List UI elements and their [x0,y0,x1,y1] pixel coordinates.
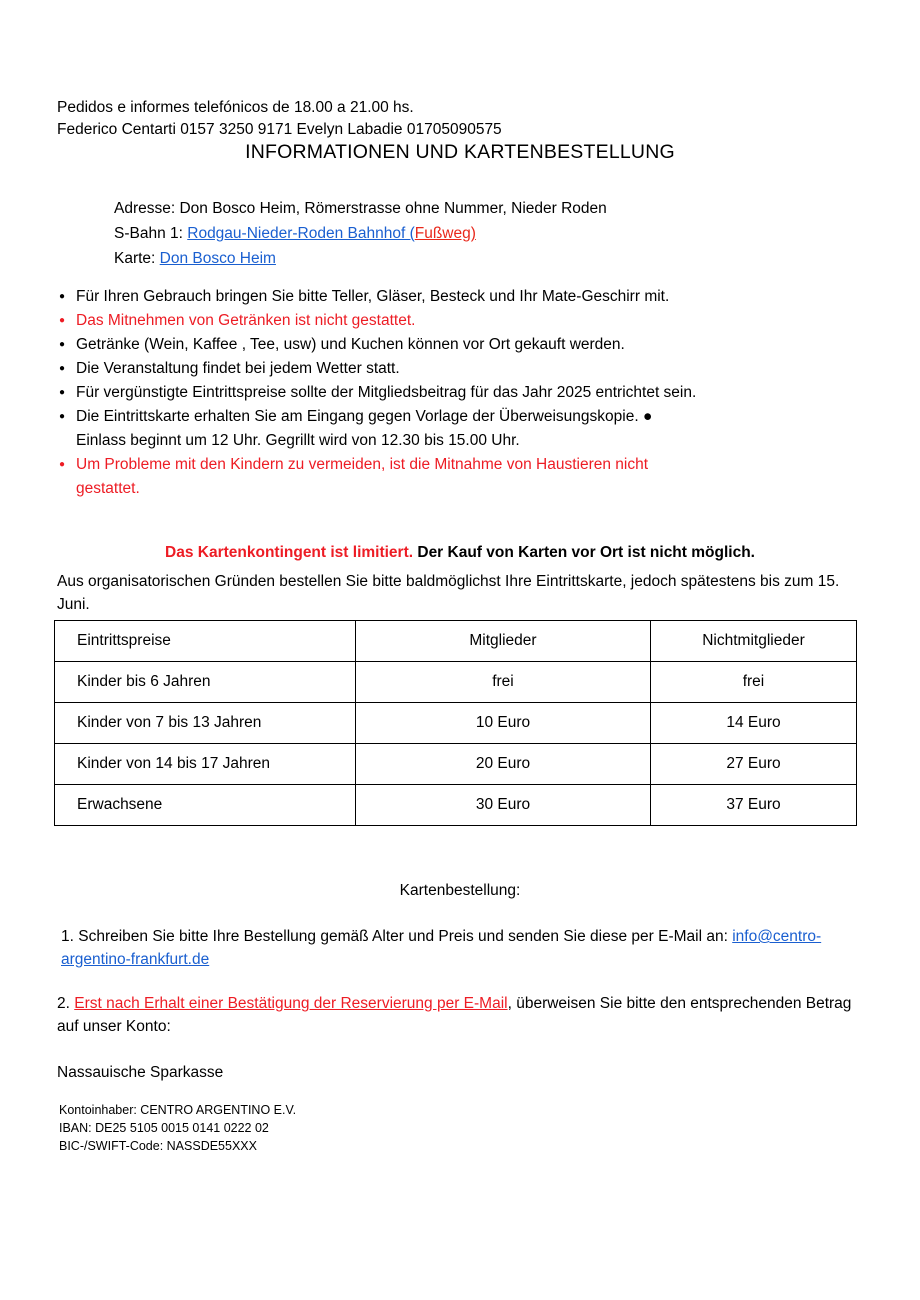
karte-label: Karte: [114,250,160,267]
step-one [57,926,862,971]
table-cell: Kinder von 7 bis 13 Jahren [55,703,356,744]
step-two [57,993,862,1038]
address-block [114,196,607,271]
contact-line-2: Federico Centarti 0157 3250 9171 Evelyn Labadie 01705090575 [57,121,502,138]
table-header-row [55,621,857,662]
list-item: ● Um Probleme mit den Kindern zu vermeiden, ist die Mitnahme von Haustieren nicht [57,454,867,477]
bank-name: Nassauische Sparkasse [57,1064,224,1081]
contact-block [57,97,502,141]
table-row [55,703,857,744]
sbahn-link-fussweg[interactable]: Fußweg) [414,225,476,242]
bank-iban: IBAN: DE25 5105 0015 0141 0222 02 [59,1121,269,1135]
table-cell: 10 Euro [356,703,651,744]
table-row [55,744,857,785]
sbahn-link[interactable]: Rodgau-Nieder-Roden Bahnhof ( [187,225,415,242]
table-header-cell: Nichtmitglieder [651,621,857,662]
karte-link[interactable]: Don Bosco Heim [159,250,276,267]
order-deadline-note: Aus organisatorischen Gründen bestellen Sie bitte baldmöglichst Ihre Eintrittskarte, jedoch spätestens bis zum 15. Juni. [57,573,840,613]
list-item: ● Für Ihren Gebrauch bringen Sie bitte Teller, Gläser, Besteck und Ihr Mate-Geschirr mit. [57,286,867,309]
list-item: ● Getränke (Wein, Kaffee , Tee, usw) und Kuchen können vor Ort gekauft werden. [57,334,867,357]
table-cell: Kinder von 14 bis 17 Jahren [55,744,356,785]
sbahn-label: S-Bahn 1: [114,225,188,242]
sbahn-line [114,221,607,246]
list-item: ● Die Eintrittskarte erhalten Sie am Eingang gegen Vorlage der Überweisungskopie. ● [57,406,867,429]
table-cell: frei [356,662,651,703]
table-cell: 27 Euro [651,744,857,785]
table-header-cell: Mitglieder [356,621,651,662]
table-cell: 30 Euro [356,785,651,826]
limited-notice [0,544,920,562]
step-two-rest: , überweisen Sie bitte den entsprechenden Betrag auf unser Konto: [57,995,852,1035]
table-header-cell: Eintrittspreise [55,621,356,662]
page-title: INFORMATIONEN UND KARTENBESTELLUNG [245,141,675,163]
email-link[interactable]: info@centro-argentino-frankfurt.de [61,928,822,968]
bank-bic: BIC-/SWIFT-Code: NASSDE55XXX [59,1139,257,1153]
prices-table [54,620,857,826]
table-cell: frei [651,662,857,703]
info-bullet-list [57,286,867,502]
table-row [55,785,857,826]
address-line: Adresse: Don Bosco Heim, Römerstrasse ohne Nummer, Nieder Roden [114,200,607,217]
list-item: gestattet. [76,480,140,497]
karte-line [114,246,607,271]
limited-notice-black: Der Kauf von Karten vor Ort ist nicht möglich. [413,544,755,561]
bank-account-holder: Kontoinhaber: CENTRO ARGENTINO E.V. [59,1103,297,1117]
list-item: ● Das Mitnehmen von Getränken ist nicht gestattet. [57,310,867,333]
contact-line-1: Pedidos e informes telefónicos de 18.00 a 21.00 hs. [57,99,414,116]
table-cell: Erwachsene [55,785,356,826]
table-cell: 37 Euro [651,785,857,826]
kartenbestellung-heading: Kartenbestellung: [399,882,521,899]
table-cell: 20 Euro [356,744,651,785]
table-row [55,662,857,703]
limited-notice-red: Das Kartenkontingent ist limitiert. [165,544,414,561]
list-item: ● Für vergünstigte Eintrittspreise sollte der Mitgliedsbeitrag für das Jahr 2025 entrichtet sein. [57,382,867,405]
bank-details [59,1101,296,1155]
list-item: Einlass beginnt um 12 Uhr. Gegrillt wird von 12.30 bis 15.00 Uhr. [76,432,520,449]
table-cell: Kinder bis 6 Jahren [55,662,356,703]
table-cell: 14 Euro [651,703,857,744]
ordering-steps [57,926,862,1038]
step-two-highlight: Erst nach Erhalt einer Bestätigung der Reservierung per E-Mail [74,995,508,1012]
list-item: ● Die Veranstaltung findet bei jedem Wetter statt. [57,358,867,381]
step-two-prefix: 2. [57,995,75,1012]
step-one-text: 1. Schreiben Sie bitte Ihre Bestellung gemäß Alter und Preis und senden Sie diese per E-Mail an: [61,928,733,945]
